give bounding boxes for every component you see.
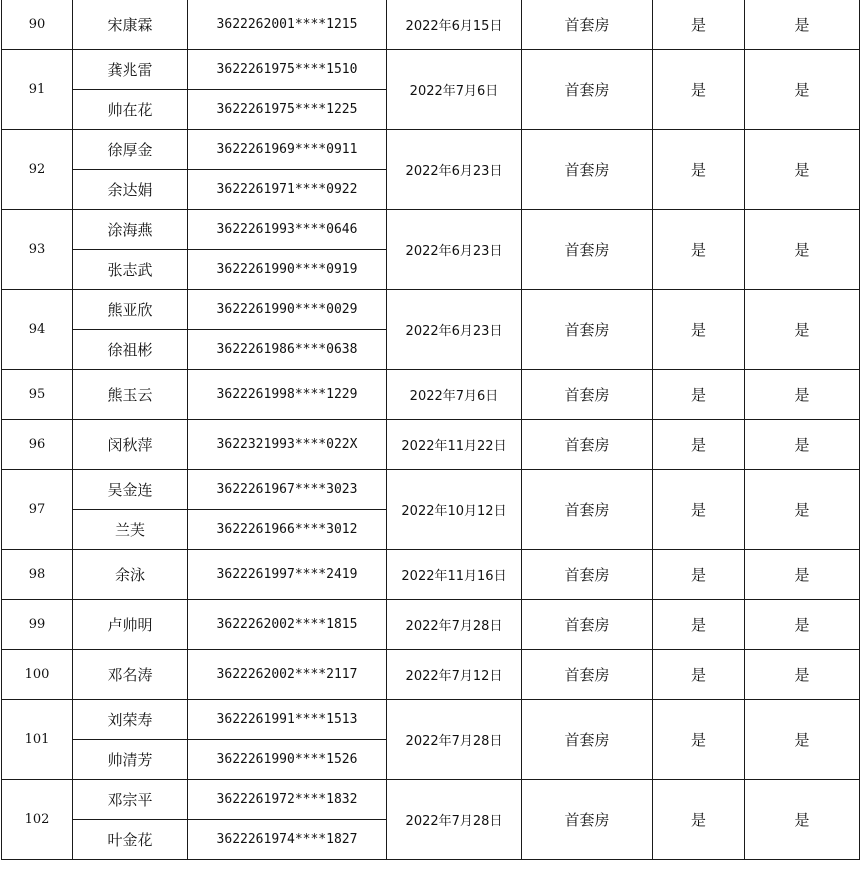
table-row bbox=[2, 0, 860, 50]
id-number: 3622262002****1815 bbox=[188, 600, 387, 650]
row-number: 101 bbox=[2, 700, 73, 780]
person-name: 张志武 bbox=[73, 250, 188, 290]
person-name: 熊亚欣 bbox=[73, 290, 188, 330]
id-number: 3622261975****1510 bbox=[188, 50, 387, 90]
house-type-cell: 首套房 bbox=[522, 130, 653, 210]
person-name: 徐厚金 bbox=[73, 130, 188, 170]
date-cell: 2022年11月16日 bbox=[387, 550, 522, 600]
table-body bbox=[2, 0, 860, 860]
house-type-cell: 首套房 bbox=[522, 600, 653, 650]
date-cell: 2022年6月23日 bbox=[387, 210, 522, 290]
status-cell: 是 bbox=[745, 600, 860, 650]
status-cell: 是 bbox=[653, 780, 745, 860]
status-cell: 是 bbox=[745, 780, 860, 860]
table-row bbox=[2, 650, 860, 700]
date-cell: 2022年7月28日 bbox=[387, 700, 522, 780]
row-number: 100 bbox=[2, 650, 73, 700]
row-number: 96 bbox=[2, 420, 73, 470]
date-cell: 2022年7月12日 bbox=[387, 650, 522, 700]
status-cell: 是 bbox=[745, 420, 860, 470]
table-row bbox=[2, 370, 860, 420]
person-name: 涂海燕 bbox=[73, 210, 188, 250]
id-number: 3622321993****022X bbox=[188, 420, 387, 470]
id-number: 3622261972****1832 bbox=[188, 780, 387, 820]
person-name: 帅清芳 bbox=[73, 740, 188, 780]
house-type-cell: 首套房 bbox=[522, 370, 653, 420]
id-number: 3622261969****0911 bbox=[188, 130, 387, 170]
id-number: 3622262002****2117 bbox=[188, 650, 387, 700]
status-cell: 是 bbox=[745, 50, 860, 130]
housing-record-table bbox=[1, 0, 860, 860]
date-cell: 2022年7月6日 bbox=[387, 50, 522, 130]
person-name: 徐祖彬 bbox=[73, 330, 188, 370]
status-cell: 是 bbox=[745, 210, 860, 290]
person-name: 熊玉云 bbox=[73, 370, 188, 420]
id-number: 3622261990****0919 bbox=[188, 250, 387, 290]
person-name: 吴金连 bbox=[73, 470, 188, 510]
house-type-cell: 首套房 bbox=[522, 550, 653, 600]
id-number: 3622261966****3012 bbox=[188, 510, 387, 550]
person-name: 刘荣寿 bbox=[73, 700, 188, 740]
person-name: 闵秋萍 bbox=[73, 420, 188, 470]
id-number: 3622261998****1229 bbox=[188, 370, 387, 420]
date-cell: 2022年6月15日 bbox=[387, 0, 522, 50]
person-name: 邓宗平 bbox=[73, 780, 188, 820]
id-number: 3622261990****1526 bbox=[188, 740, 387, 780]
id-number: 3622261991****1513 bbox=[188, 700, 387, 740]
date-cell: 2022年6月23日 bbox=[387, 290, 522, 370]
date-cell: 2022年7月28日 bbox=[387, 600, 522, 650]
row-number: 91 bbox=[2, 50, 73, 130]
person-name: 邓名涛 bbox=[73, 650, 188, 700]
house-type-cell: 首套房 bbox=[522, 290, 653, 370]
status-cell: 是 bbox=[653, 700, 745, 780]
status-cell: 是 bbox=[745, 550, 860, 600]
table-row bbox=[2, 420, 860, 470]
house-type-cell: 首套房 bbox=[522, 650, 653, 700]
status-cell: 是 bbox=[653, 550, 745, 600]
id-number: 3622261971****0922 bbox=[188, 170, 387, 210]
status-cell: 是 bbox=[653, 290, 745, 370]
table-row bbox=[2, 210, 860, 250]
status-cell: 是 bbox=[745, 130, 860, 210]
table-row bbox=[2, 290, 860, 330]
row-number: 94 bbox=[2, 290, 73, 370]
date-cell: 2022年11月22日 bbox=[387, 420, 522, 470]
table-row bbox=[2, 550, 860, 600]
date-cell: 2022年7月28日 bbox=[387, 780, 522, 860]
date-cell: 2022年10月12日 bbox=[387, 470, 522, 550]
date-cell: 2022年7月6日 bbox=[387, 370, 522, 420]
table-row bbox=[2, 130, 860, 170]
house-type-cell: 首套房 bbox=[522, 420, 653, 470]
table-row bbox=[2, 50, 860, 90]
person-name: 宋康霖 bbox=[73, 0, 188, 50]
id-number: 3622261997****2419 bbox=[188, 550, 387, 600]
row-number: 92 bbox=[2, 130, 73, 210]
status-cell: 是 bbox=[745, 470, 860, 550]
id-number: 3622261990****0029 bbox=[188, 290, 387, 330]
person-name: 兰芙 bbox=[73, 510, 188, 550]
table-row bbox=[2, 780, 860, 820]
status-cell: 是 bbox=[653, 370, 745, 420]
status-cell: 是 bbox=[653, 130, 745, 210]
status-cell: 是 bbox=[745, 0, 860, 50]
row-number: 93 bbox=[2, 210, 73, 290]
house-type-cell: 首套房 bbox=[522, 0, 653, 50]
person-name: 叶金花 bbox=[73, 820, 188, 860]
status-cell: 是 bbox=[653, 600, 745, 650]
status-cell: 是 bbox=[653, 650, 745, 700]
person-name: 龚兆雷 bbox=[73, 50, 188, 90]
row-number: 102 bbox=[2, 780, 73, 860]
row-number: 99 bbox=[2, 600, 73, 650]
id-number: 3622262001****1215 bbox=[188, 0, 387, 50]
id-number: 3622261974****1827 bbox=[188, 820, 387, 860]
table-row bbox=[2, 600, 860, 650]
person-name: 余泳 bbox=[73, 550, 188, 600]
row-number: 95 bbox=[2, 370, 73, 420]
table-row bbox=[2, 700, 860, 740]
house-type-cell: 首套房 bbox=[522, 780, 653, 860]
status-cell: 是 bbox=[653, 50, 745, 130]
house-type-cell: 首套房 bbox=[522, 50, 653, 130]
person-name: 余达娟 bbox=[73, 170, 188, 210]
row-number: 98 bbox=[2, 550, 73, 600]
person-name: 卢帅明 bbox=[73, 600, 188, 650]
id-number: 3622261993****0646 bbox=[188, 210, 387, 250]
status-cell: 是 bbox=[745, 650, 860, 700]
house-type-cell: 首套房 bbox=[522, 470, 653, 550]
status-cell: 是 bbox=[653, 0, 745, 50]
row-number: 97 bbox=[2, 470, 73, 550]
status-cell: 是 bbox=[745, 290, 860, 370]
status-cell: 是 bbox=[653, 210, 745, 290]
house-type-cell: 首套房 bbox=[522, 210, 653, 290]
table-row bbox=[2, 470, 860, 510]
id-number: 3622261986****0638 bbox=[188, 330, 387, 370]
id-number: 3622261975****1225 bbox=[188, 90, 387, 130]
id-number: 3622261967****3023 bbox=[188, 470, 387, 510]
row-number: 90 bbox=[2, 0, 73, 50]
status-cell: 是 bbox=[653, 470, 745, 550]
status-cell: 是 bbox=[745, 700, 860, 780]
house-type-cell: 首套房 bbox=[522, 700, 653, 780]
status-cell: 是 bbox=[745, 370, 860, 420]
person-name: 帅在花 bbox=[73, 90, 188, 130]
status-cell: 是 bbox=[653, 420, 745, 470]
date-cell: 2022年6月23日 bbox=[387, 130, 522, 210]
